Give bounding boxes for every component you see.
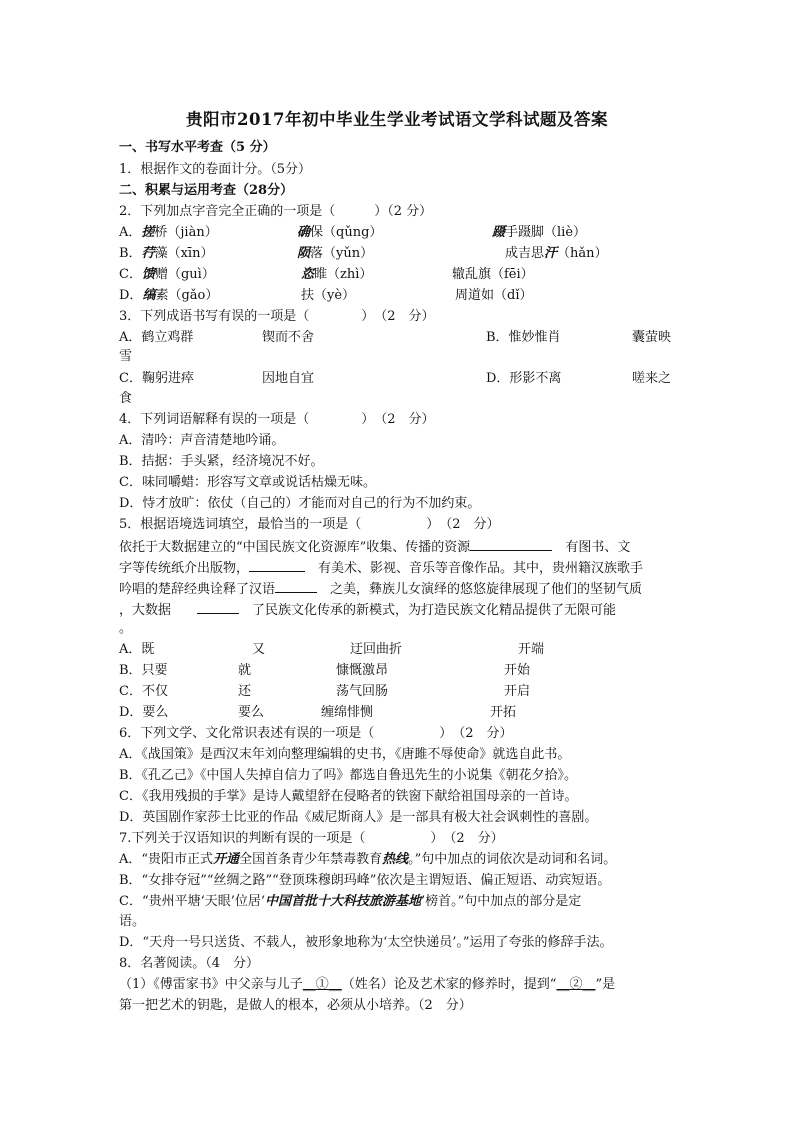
q5-passage-line-4: ，大数据 了民族文化传承的新模式，为打造民族文化精品提供了无限可能 [119, 599, 679, 621]
q2-option-a-2: 确保（qǔng） [297, 225, 383, 240]
q5-option-c-2: 还 [238, 684, 252, 699]
question-3-stem: 3．下列成语书写有误的一项是（ ） （2 分） [119, 309, 435, 324]
section-heading-2: 二、积累与运用考查（28分） [119, 183, 294, 198]
question-5-stem: 5．根据语境选词填空，最恰当的一项是（ ） （2 分） [119, 517, 500, 532]
q3-option-d: D．形影不离 [486, 371, 562, 386]
q5-option-a: A．既 [119, 642, 155, 657]
q2-option-a: A．搓桥（jiàn） [119, 225, 218, 240]
q7-option-c: C．“贵州平塘‘天眼’位居‘中国首批十大科技旅游基地’榜首。”句中加点的部分是定 [119, 894, 582, 909]
q4-option-a: A．清吟：声音清楚地吟诵。 [119, 433, 285, 448]
q4-option-d: D．恃才放旷：依仗（自己的）才能而对自己的行为不加约束。 [119, 496, 481, 511]
q2-option-c-2: 恣睢（zhì） [301, 267, 373, 282]
q4-option-b: B．拮据：手头紧，经济境况不好。 [119, 454, 324, 469]
q2-option-c: C．馈赠（guì） [119, 267, 215, 282]
answer-blank-1: __①__ [302, 977, 342, 992]
q7-option-a: A．“贵阳市正式开通全国首条青少年禁毒教育热线。”句中加点的词依次是动词和名词。 [119, 852, 617, 867]
q8-line-1: （1）《傅雷家书》中父亲与儿子__①__（姓名）论及艺术家的修养时，提到“__②__”是 [119, 977, 616, 992]
q2-option-b: B．荇藻（xīn） [119, 246, 214, 261]
q2-option-d: D．缟素（gǎo） [119, 288, 219, 303]
q3-option-d-2: 嗟来之 [632, 371, 672, 386]
q5-option-d-2: 要么 [238, 705, 265, 720]
q3-option-c-2: 因地自宜 [262, 371, 315, 386]
q2-option-d-2: 扶（yè） [301, 288, 356, 303]
q5-option-b-4: 开始 [504, 663, 531, 678]
q3-option-c: C．鞠躬进瘁 [119, 371, 194, 386]
q7-option-c-wrap: 语。 [119, 914, 146, 929]
q3-option-a: A．鹤立鸡群 [119, 330, 194, 345]
q5-passage-line-2: 字等传统纸介出版物， 有美术、影视、音乐等音像作品。其中，贵州籍汉族歌手 [119, 557, 679, 579]
question-7-stem: 7.下列关于汉语知识的判断有误的一项是（ ） （2 分） [119, 831, 504, 846]
q6-option-b: B．《孔乙己》《中国人失掉自信力了吗》都选自鲁迅先生的小说集《朝花夕拾》。 [119, 768, 578, 783]
q5-option-c-3: 荡气回肠 [336, 684, 389, 699]
q4-option-c: C．味同嚼蜡：形容写文章或说话枯燥无味。 [119, 475, 376, 490]
question-6-stem: 6．下列文学、文化常识表述有误的一项是（ ） （2 分） [119, 726, 513, 741]
q5-option-a-3: 迂回曲折 [350, 642, 403, 657]
q2-option-c-3: 辙乱旗（fēi） [452, 267, 534, 282]
q5-option-c: C．不仅 [119, 684, 168, 699]
q5-option-d-4: 开拓 [490, 705, 517, 720]
q6-option-d: D．英国剧作家莎士比亚的作品《威尼斯商人》是一部具有极大社会讽刺性的喜剧。 [119, 810, 598, 825]
q6-option-c: C．《我用残损的手掌》是诗人戴望舒在侵略者的铁窗下献给祖国母亲的一首诗。 [119, 789, 578, 804]
section-heading-1: 一、书写水平考查（5 分） [119, 140, 276, 155]
q7-option-d: D．“天舟一号只送货、不载人，被形象地称为‘太空快递员’。”运用了夸张的修辞手法。 [119, 935, 613, 950]
q5-option-a-4: 开端 [518, 642, 545, 657]
q2-option-a-3: 蹑手蹑脚（liè） [492, 225, 587, 240]
q5-passage-line-1: 依托于大数据建立的“中国民族文化资源库”收集、传播的资源 有图书、文 [119, 536, 679, 558]
q5-option-b-2: 就 [238, 663, 252, 678]
question-8-stem: 8．名著阅读。（4 分） [119, 956, 260, 971]
q5-option-b: B．只要 [119, 663, 168, 678]
q5-option-a-2: 又 [252, 642, 266, 657]
page-title: 贵阳市2017年初中毕业生学业考试语文学科试题及答案 [186, 110, 608, 129]
q8-line-2: 第一把艺术的钥匙，是做人的根本，必须从小培养。（2 分） [119, 998, 472, 1013]
q3-option-b-2: 囊萤映 [632, 330, 672, 345]
q5-passage-line-3: 吟唱的楚辞经典诠释了汉语 之美，彝族儿女演绎的悠悠旋律展现了他们的坚韧气质 [119, 578, 679, 600]
q5-option-d: D．要么 [119, 705, 169, 720]
q3-option-b: B．惟妙惟肖 [486, 330, 561, 345]
blank-3 [275, 578, 317, 593]
blank-1 [470, 536, 552, 551]
q5-option-c-4: 开启 [504, 684, 531, 699]
q2-option-d-3: 周道如（dǐ） [455, 288, 533, 303]
blank-4 [197, 599, 239, 614]
question-2-stem: 2．下列加点字音完全正确的一项是（ ）（2 分） [119, 204, 433, 219]
q5-passage-line-5: 。 [119, 621, 133, 636]
q3-option-d-wrap: 食 [119, 391, 133, 406]
blank-2 [249, 557, 305, 572]
q3-option-b-wrap: 雪 [119, 349, 133, 364]
q5-option-d-3: 缠绵悱恻 [321, 705, 374, 720]
question-1: 1．根据作文的卷面计分。（5分） [119, 162, 312, 177]
q5-option-b-3: 慷慨激昂 [336, 663, 389, 678]
question-4-stem: 4．下列词语解释有误的一项是（ ） （2 分） [119, 412, 435, 427]
answer-blank-2: __②__ [556, 977, 596, 992]
q3-option-a-2: 锲而不舍 [262, 330, 315, 345]
q7-option-b: B．“女排夺冠”“丝绸之路”“登顶珠穆朗玛峰”依次是主谓短语、偏正短语、动宾短语。 [119, 873, 611, 888]
q2-option-b-3: 成吉思汗（hǎn） [505, 246, 608, 261]
q2-option-b-2: 陨落（yǔn） [297, 246, 374, 261]
q6-option-a: A．《战国策》是西汉末年刘向整理编辑的史书，《唐雎不辱使命》就选自此书。 [119, 747, 571, 762]
